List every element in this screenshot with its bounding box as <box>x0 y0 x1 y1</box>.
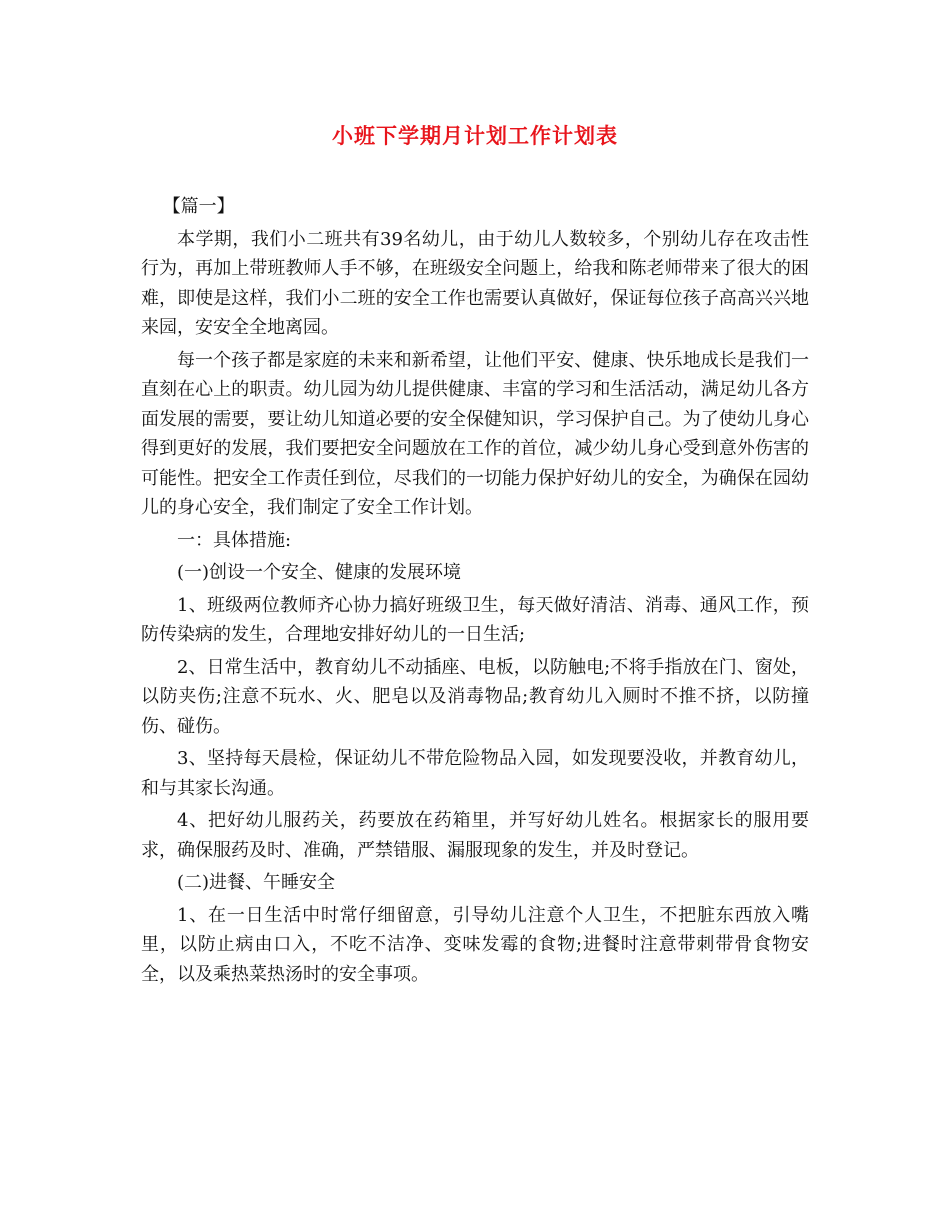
section-heading: 【篇一】 <box>162 196 235 217</box>
list-item-hygiene: 1、班级两位教师齐心协力搞好班级卫生，每天做好清洁、消毒、通风工作，预防传染病的发生，合理地安排好幼儿的一日生活; <box>141 594 809 645</box>
subheading-meal-nap: (二)进餐、午睡安全 <box>177 872 336 893</box>
list-item-medication: 4、把好幼儿服药关，药要放在药箱里，并写好幼儿姓名。根据家长的服用要求，确保服药及时、准确，严禁错服、漏服现象的发生，并及时登记。 <box>141 810 809 861</box>
list-item-morning-check: 3、坚持每天晨检，保证幼儿不带危险物品入园，如发现要没收，并教育幼儿，和与其家长沟通。 <box>141 748 809 799</box>
paragraph-intro: 本学期，我们小二班共有39名幼儿，由于幼儿人数较多，个别幼儿存在攻击性行为，再加上带班教师人手不够，在班级安全问题上，给我和陈老师带来了很大的困难，即使是这样，我们小二班的安全工作也需要认真做好，保证每位孩子高高兴兴地来园，安安全全地离园。 <box>141 228 809 338</box>
list-item-meal-safety: 1、在一日生活中时常仔细留意，引导幼儿注意个人卫生，不把脏东西放入嘴里，以防止病由口入，不吃不洁净、变味发霉的食物;进餐时注意带刺带骨食物安全，以及乘热菜热汤时的安全事项。 <box>141 904 809 985</box>
document-title: 小班下学期月计划工作计划表 <box>332 123 618 148</box>
heading-measures: 一：具体措施: <box>177 529 292 551</box>
paragraph-responsibility: 每一个孩子都是家庭的未来和新希望，让他们平安、健康、快乐地成长是我们一直刻在心上的职责。幼儿园为幼儿提供健康、丰富的学习和生活活动，满足幼儿各方面发展的需要，要让幼儿知道必要的安全保健知识，学习保护自己。为了使幼儿身心得到更好的发展，我们要把安全问题放在工作的首位，减少幼儿身心受到意外伤害的可能性。把安全工作责任到位，尽我们的一切能力保护好幼儿的安全，为确保在园幼儿的身心安全，我们制定了安全工作计划。 <box>141 349 809 518</box>
list-item-daily-safety: 2、日常生活中，教育幼儿不动插座、电板，以防触电;不将手指放在门、窗处，以防夹伤;注意不玩水、火、肥皂以及消毒物品;教育幼儿入厕时不推不挤，以防撞伤、碰伤。 <box>141 656 809 737</box>
subheading-environment: (一)创设一个安全、健康的发展环境 <box>177 562 462 583</box>
document-body <box>141 192 809 992</box>
